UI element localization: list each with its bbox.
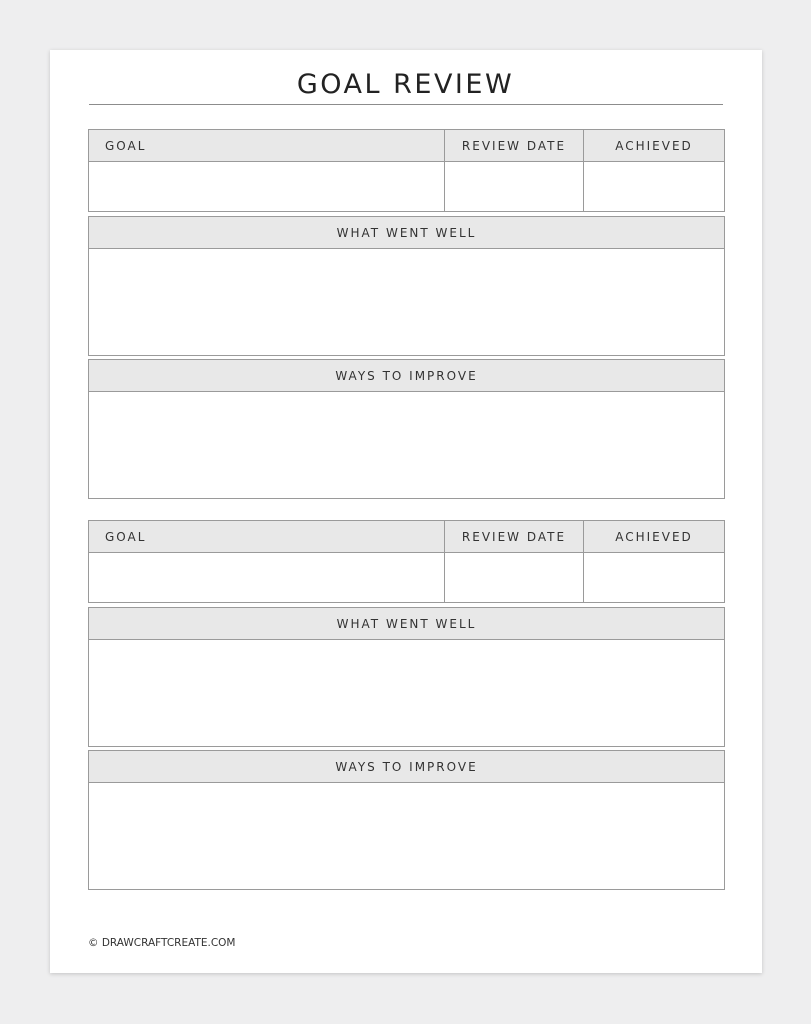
ways-to-improve-box-1: [88, 359, 725, 499]
goal-table-entry-row: [89, 162, 724, 211]
ways-to-improve-entry-area[interactable]: [89, 783, 724, 889]
achieved-header: ACHIEVED: [615, 529, 693, 544]
goal-table-1: [88, 129, 725, 212]
title-divider: [89, 104, 723, 105]
ways-to-improve-header: WAYS TO IMPROVE: [335, 368, 478, 383]
ways-to-improve-box-2: [88, 750, 725, 890]
goal-header: GOAL: [89, 130, 445, 161]
ways-to-improve-header-row: [89, 360, 724, 392]
goal-table-header-row: [89, 521, 724, 553]
goal-table-header-row: [89, 130, 724, 162]
what-went-well-box-2: [88, 607, 725, 747]
copyright-footer: © DRAWCRAFTCREATE.COM: [88, 937, 236, 949]
goal-table-entry-row: [89, 553, 724, 602]
achieved-header: ACHIEVED: [615, 138, 693, 153]
ways-to-improve-header-row: [89, 751, 724, 783]
review-date-header: REVIEW DATE: [445, 130, 584, 161]
goal-entry-field[interactable]: [89, 162, 445, 211]
page-title: GOAL REVIEW: [296, 69, 515, 100]
review-date-entry-field[interactable]: [445, 553, 584, 602]
what-went-well-entry-area[interactable]: [89, 249, 724, 355]
goal-table-2: [88, 520, 725, 603]
achieved-entry-field[interactable]: [584, 553, 724, 602]
ways-to-improve-entry-area[interactable]: [89, 392, 724, 498]
what-went-well-box-1: [88, 216, 725, 356]
review-date-entry-field[interactable]: [445, 162, 584, 211]
goal-entry-field[interactable]: [89, 553, 445, 602]
what-went-well-header: WHAT WENT WELL: [336, 225, 477, 240]
what-went-well-header-row: [89, 217, 724, 249]
achieved-entry-field[interactable]: [584, 162, 724, 211]
what-went-well-entry-area[interactable]: [89, 640, 724, 746]
review-date-header: REVIEW DATE: [445, 521, 584, 552]
ways-to-improve-header: WAYS TO IMPROVE: [335, 759, 478, 774]
goal-header: GOAL: [89, 521, 445, 552]
what-went-well-header-row: [89, 608, 724, 640]
what-went-well-header: WHAT WENT WELL: [336, 616, 477, 631]
